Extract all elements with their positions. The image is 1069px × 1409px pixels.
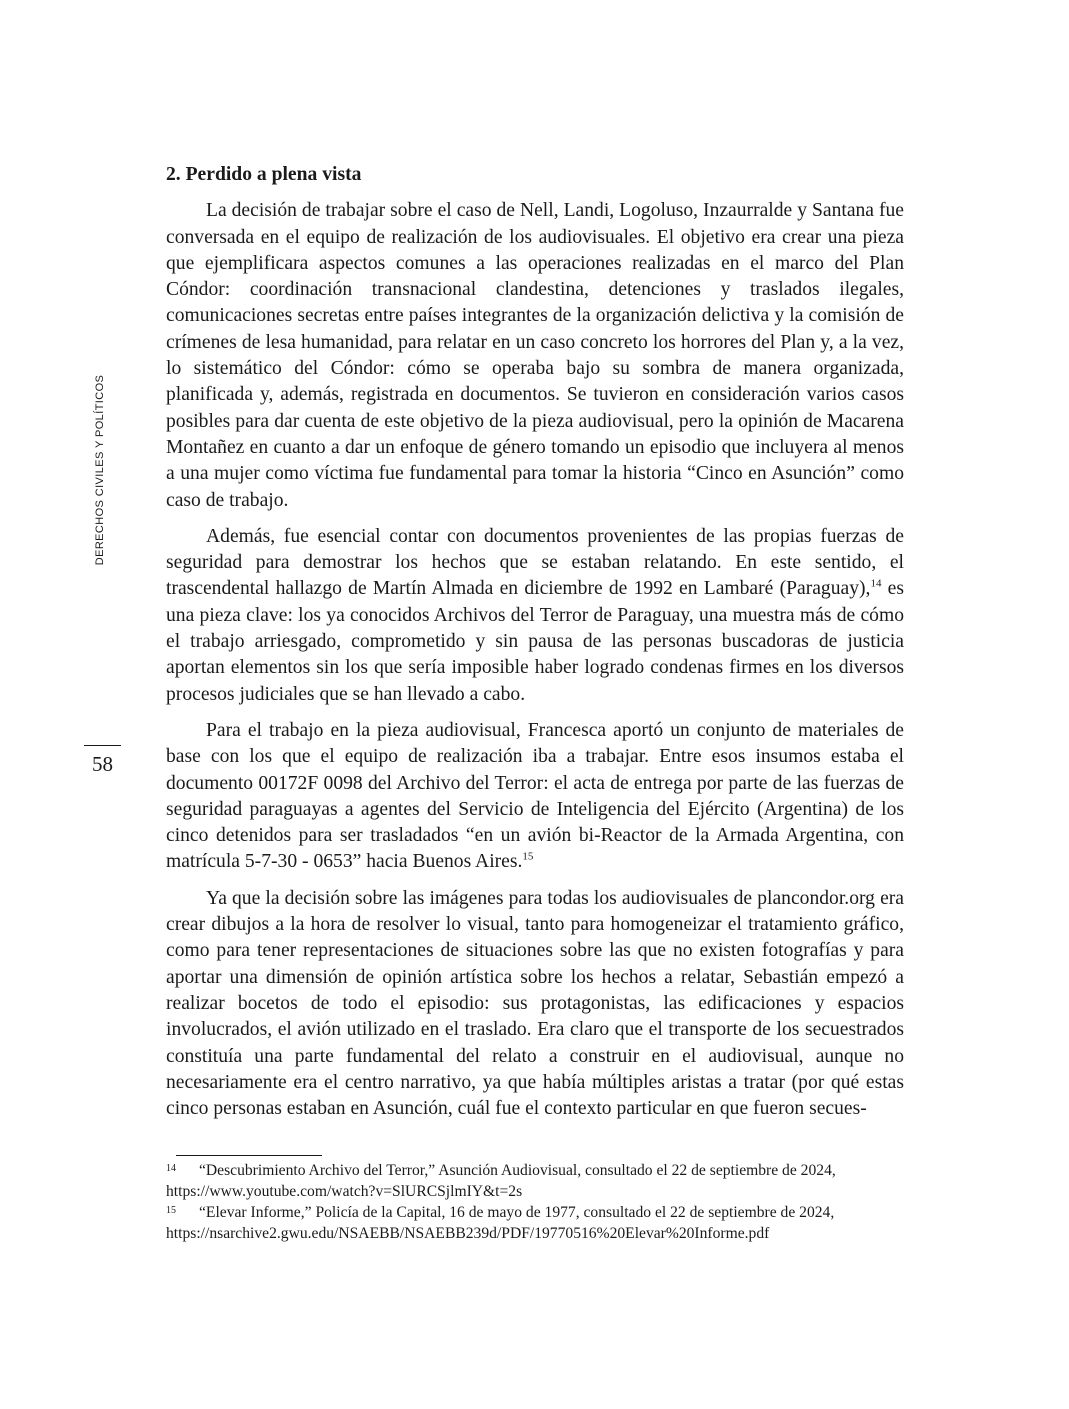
footnote-text: “Descubrimiento Archivo del Terror,” Asunción Audiovisual, consultado el 22 de septiembre de 2024, bbox=[199, 1162, 836, 1179]
running-section-label: DERECHOS CIVILES Y POLÍTICOS bbox=[94, 374, 106, 566]
paragraph-1-text: La decisión de trabajar sobre el caso de Nell, Landi, Logoluso, Inzaurralde y Santana fue conversada en el equipo de realización de los audiovisuales. El objetivo era crear una pieza que ejemplificara aspectos comunes a las operaciones realizadas en el marco del Plan Cóndor: coordinación transnacional clandestina, detenciones y traslados ilegales, comunicaciones secretas entre países integrantes de la organización delictiva y la comisión de crímenes de lesa humanidad, para relatar en un caso concreto los horrores del Plan y, a la vez, lo sistemático del Cóndor: cómo se operaba bajo su sombra de manera organizada, planificada y, además, registrada en documentos. Se tuvieron en consideración varios casos posibles para dar cuenta de este objetivo de la pieza audiovisual, pero la opinión de Macarena Montañez en cuanto a dar un enfoque de género tomando un episodio que incluyera al menos a una mujer como víctima fue fundamental para tomar la historia “Cinco en Asunción” como caso de trabajo. bbox=[166, 200, 904, 511]
footnote-separator bbox=[176, 1155, 322, 1156]
main-text-column bbox=[166, 162, 904, 1132]
footnote-link[interactable]: https://nsarchive2.gwu.edu/NSAEBB/NSAEBB239d/PDF/19770516%20Elevar%20Informe.pdf bbox=[166, 1225, 770, 1242]
paragraph-2-text-continued: es una pieza clave: los ya conocidos Archivos del Terror de Paraguay, una muestra más de cómo el trabajo arriesgado, comprometido y sin pausa de las personas buscadoras de justicia aportan elementos sin los que sería imposible haber logrado condenas firmes en los diversos procesos judiciales que se han llevado a cabo. bbox=[166, 578, 904, 705]
paragraph-4 bbox=[166, 886, 904, 1123]
paragraph-2-text: Además, fue esencial contar con documentos provenientes de las propias fuerzas de seguridad para demostrar los hechos que se estaban relatando. En este sentido, el trascendental hallazgo de Martín Almada en diciembre de 1992 en Lambaré (Paraguay), bbox=[166, 525, 904, 600]
paragraph-2 bbox=[166, 524, 904, 708]
footnote-number: 14 bbox=[166, 1163, 176, 1174]
footnote-text: “Elevar Informe,” Policía de la Capital, 16 de mayo de 1977, consultado el 22 de septiembre de 2024, bbox=[199, 1204, 835, 1221]
footnote-14 bbox=[166, 1160, 904, 1202]
footnote-15 bbox=[166, 1202, 904, 1244]
paragraph-1 bbox=[166, 198, 904, 514]
footnote-number: 15 bbox=[166, 1205, 176, 1216]
footnote-ref-15[interactable]: 15 bbox=[522, 850, 534, 863]
footnotes-block bbox=[166, 1160, 904, 1244]
footnote-ref-14[interactable]: 14 bbox=[870, 577, 882, 590]
page-number: 58 bbox=[92, 752, 113, 776]
paragraph-4-text: Ya que la decisión sobre las imágenes para todas los audiovisuales de plancondor.org era crear dibujos a la hora de resolver lo visual, tanto para homogeneizar el tratamiento gráfico, como para tener representaciones de situaciones sobre las que no existen fotografías y para aportar una dimensión de opinión artística sobre los hechos a relatar, Sebastián empezó a realizar bocetos de todo el episodio: sus protagonistas, las edificaciones y espacios involucrados, el avión utilizado en el traslado. Era claro que el transporte de los secuestrados constituía una parte fundamental del relato a construir en el audiovisual, aunque no necesariamente era el centro narrativo, ya que había múltiples aristas a tratar (por qué estas cinco personas estaban en Asunción, cuál fue el contexto particular en que fueron secues- bbox=[166, 887, 904, 1120]
page-number-rule bbox=[84, 745, 121, 746]
footnote-link[interactable]: https://www.youtube.com/watch?v=SlURCSjlmIY&t=2s bbox=[166, 1183, 523, 1200]
paragraph-3 bbox=[166, 718, 904, 876]
section-heading: 2. Perdido a plena vista bbox=[166, 164, 362, 185]
paragraph-3-text: Para el trabajo en la pieza audiovisual, Francesca aportó un conjunto de materiales de base con los que el equipo de realización iba a trabajar. Entre esos insumos estaba el documento 00172F 0098 del Archivo del Terror: el acta de entrega por parte de las fuerzas de seguridad paraguayas a agentes del Servicio de Inteligencia del Ejército (Argentina) de los cinco detenidos para ser trasladados “en un avión bi-Reactor de la Armada Argentina, con matrícula 5-7-30 - 0653” hacia Buenos Aires. bbox=[166, 719, 904, 873]
